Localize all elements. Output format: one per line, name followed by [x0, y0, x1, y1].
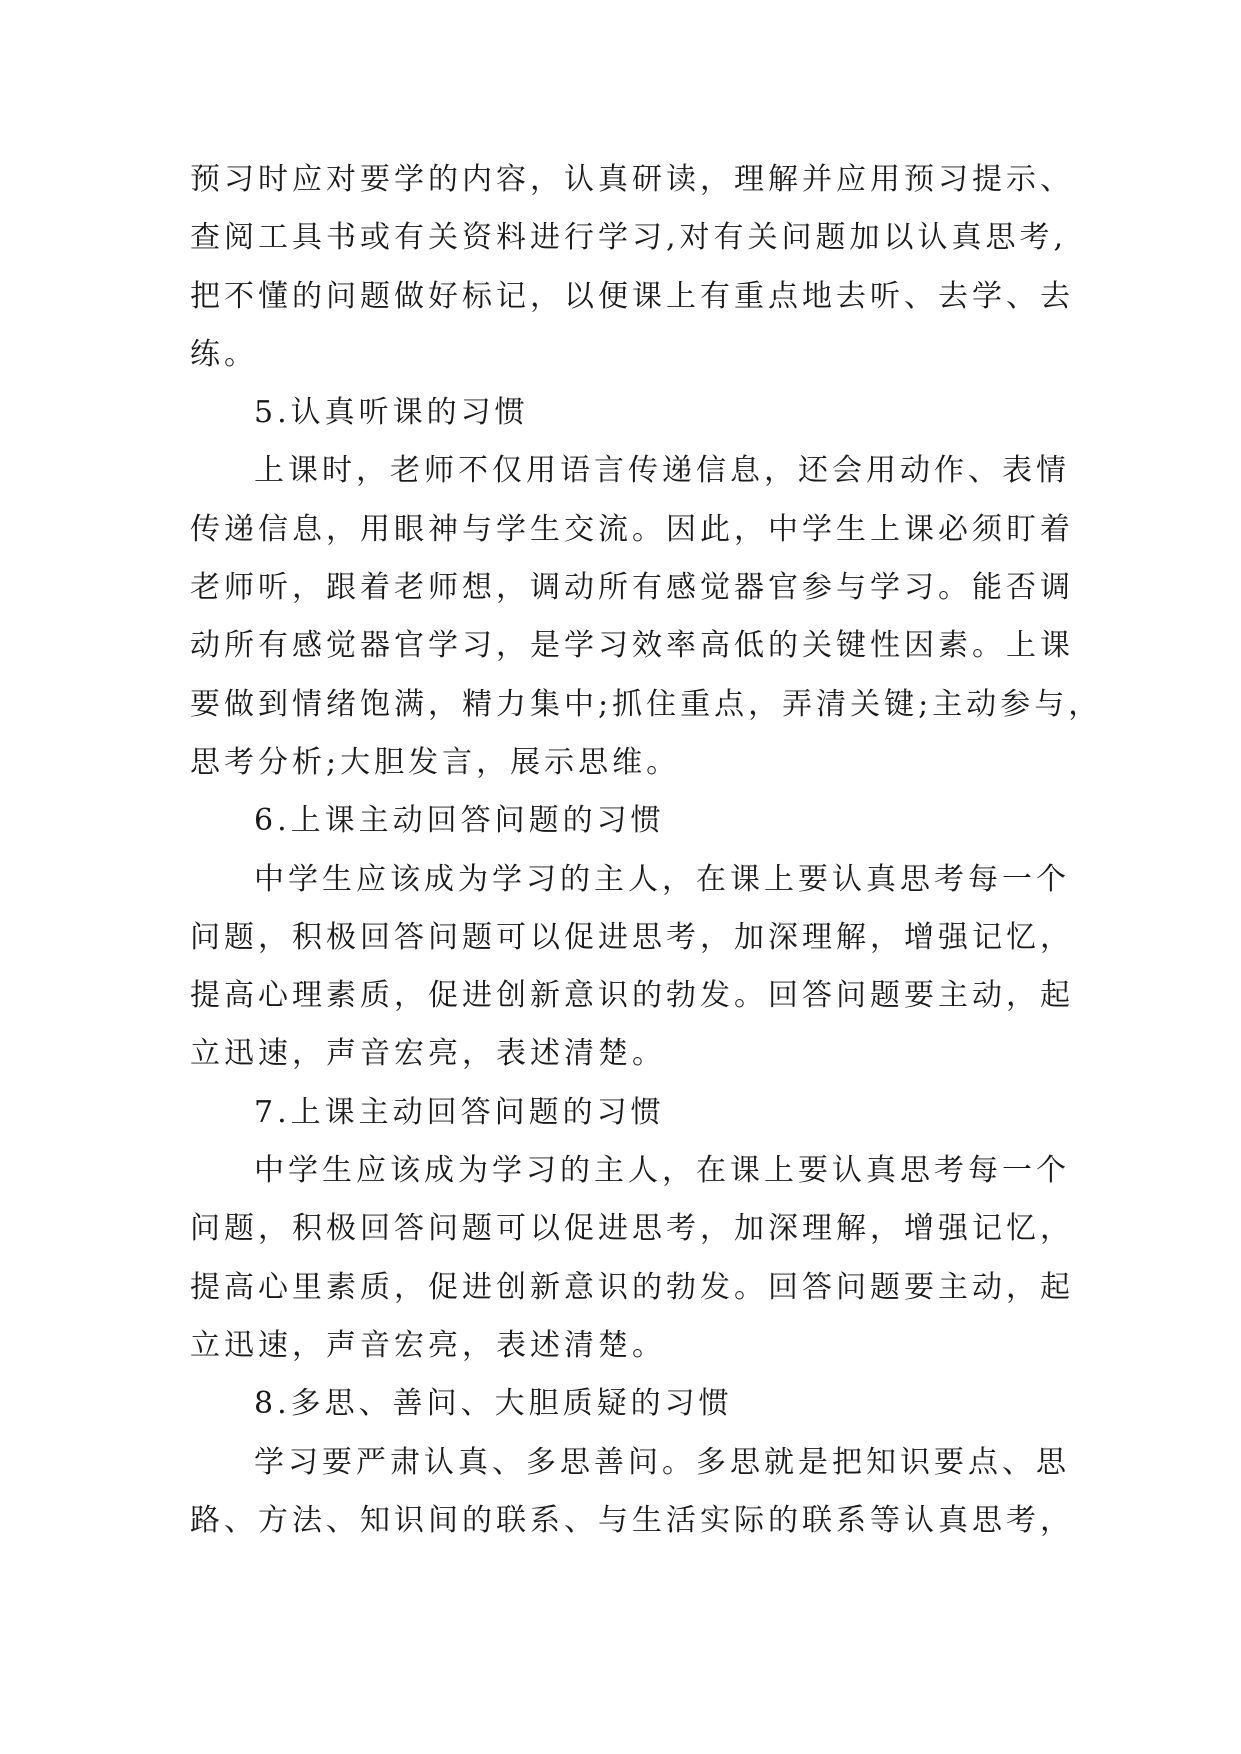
text-line: 传递信息，用眼神与学生交流。因此，中学生上课必须盯着 [190, 511, 1074, 547]
document-body [190, 151, 1103, 1550]
text-line: 中学生应该成为学习的主人，在课上要认真思考每一个 [254, 1153, 1070, 1189]
text-line: 上课时，老师不仅用语言传递信息，还会用动作、表情 [254, 453, 1070, 489]
text-line: 立迅速，声音宏亮，表述清楚。 [190, 1036, 666, 1072]
section-heading: 7.上课主动回答问题的习惯 [254, 1094, 665, 1130]
text-line: 提高心理素质，促进创新意识的勃发。回答问题要主动，起 [190, 978, 1074, 1014]
text-line: 路、方法、知识间的联系、与生活实际的联系等认真思考， [190, 1502, 1074, 1538]
text-line: 提高心里素质，促进创新意识的勃发。回答问题要主动，起 [190, 1269, 1074, 1305]
text-line: 老师听，跟着老师想，调动所有感觉器官参与学习。能否调 [190, 570, 1074, 606]
section-heading: 6.上课主动回答问题的习惯 [254, 803, 665, 839]
text-line: 要做到情绪饱满，精力集中;抓住重点，弄清关键;主动参与， [190, 686, 1103, 722]
text-line: 思考分析;大胆发言，展示思维。 [190, 744, 681, 780]
text-line: 问题，积极回答问题可以促进思考，加深理解，增强记忆， [190, 919, 1074, 955]
text-line: 问题，积极回答问题可以促进思考，加深理解，增强记忆， [190, 1211, 1074, 1247]
text-line: 查阅工具书或有关资料进行学习,对有关问题加以认真思考, [190, 220, 1068, 256]
text-line: 动所有感觉器官学习，是学习效率高低的关键性因素。上课 [190, 628, 1074, 664]
text-line: 预习时应对要学的内容，认真研读，理解并应用预习提示、 [190, 162, 1074, 197]
section-heading: 5.认真听课的习惯 [254, 395, 529, 431]
text-line: 学习要严肃认真、多思善问。多思就是把知识要点、思 [254, 1444, 1070, 1480]
text-line: 立迅速，声音宏亮，表述清楚。 [190, 1327, 666, 1363]
text-line: 中学生应该成为学习的主人，在课上要认真思考每一个 [254, 861, 1070, 897]
text-line: 练。 [190, 336, 258, 372]
section-heading: 8.多思、善问、大胆质疑的习惯 [254, 1386, 733, 1422]
text-line: 把不懂的问题做好标记，以便课上有重点地去听、去学、去 [190, 278, 1074, 314]
